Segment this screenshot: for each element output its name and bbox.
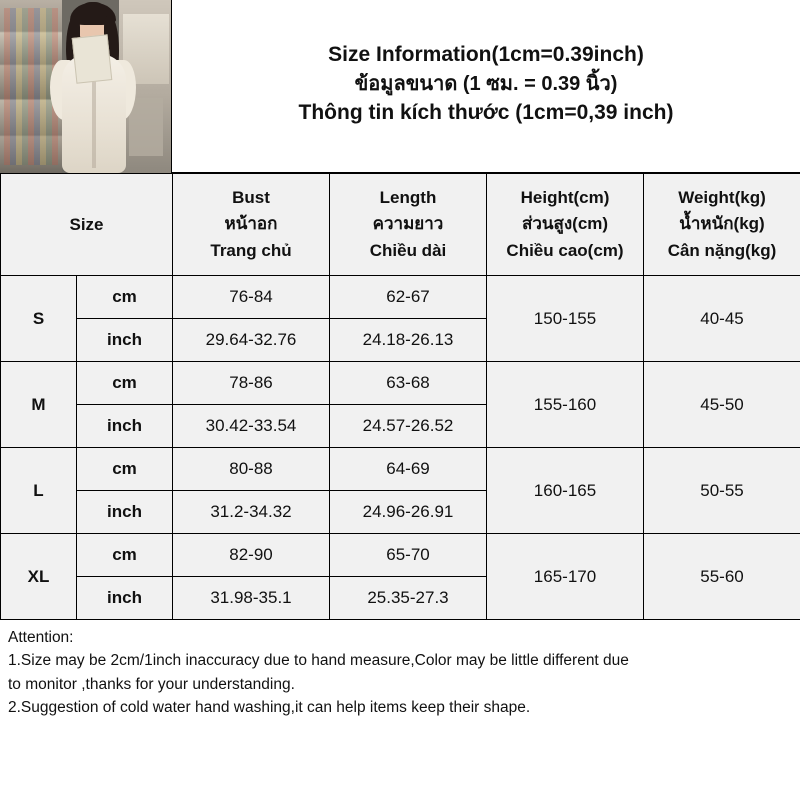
cell-bust-cm: 78-86 xyxy=(173,362,330,405)
cell-height: 155-160 xyxy=(487,362,644,448)
table-row xyxy=(1,362,800,405)
row-unit-inch: inch xyxy=(77,405,173,448)
header-height xyxy=(487,174,644,276)
header-length xyxy=(330,174,487,276)
table-row xyxy=(1,448,800,491)
header-height-th: ส่วนสูง(cm) xyxy=(521,214,609,234)
size-table xyxy=(0,173,800,620)
header-length-en: Length xyxy=(379,187,437,207)
header-size: Size xyxy=(1,174,173,276)
header xyxy=(0,0,800,173)
cell-weight: 50-55 xyxy=(644,448,800,534)
header-bust-th: หน้าอก xyxy=(224,214,278,234)
header-length-vi: Chiều dài xyxy=(369,240,447,260)
table-header-row xyxy=(1,174,800,276)
header-bust xyxy=(173,174,330,276)
attention-line-1: 1.Size may be 2cm/1inch inaccuracy due to hand measure,Color may be little different due xyxy=(8,652,629,670)
title-vietnamese: Thông tin kích thước (1cm=0,39 inch) xyxy=(298,101,674,125)
row-unit-cm: cm xyxy=(77,448,173,491)
model-figure xyxy=(48,0,134,173)
product-photo xyxy=(0,0,172,173)
cell-bust-cm: 80-88 xyxy=(173,448,330,491)
cell-length-cm: 63-68 xyxy=(330,362,487,405)
cell-bust-cm: 76-84 xyxy=(173,276,330,319)
header-length-th: ความยาว xyxy=(372,214,444,234)
row-unit-cm: cm xyxy=(77,276,173,319)
row-unit-cm: cm xyxy=(77,362,173,405)
cell-length-cm: 62-67 xyxy=(330,276,487,319)
header-bust-vi: Trang chủ xyxy=(210,240,292,260)
header-weight-en: Weight(kg) xyxy=(678,187,766,207)
shopping-bag xyxy=(72,34,113,84)
row-size-label: L xyxy=(1,448,77,534)
header-bust-en: Bust xyxy=(232,187,270,207)
cell-length-inch: 24.18-26.13 xyxy=(330,319,487,362)
row-unit-inch: inch xyxy=(77,319,173,362)
cell-length-inch: 24.96-26.91 xyxy=(330,491,487,534)
header-weight xyxy=(644,174,800,276)
row-size-label: M xyxy=(1,362,77,448)
cell-weight: 40-45 xyxy=(644,276,800,362)
attention-line-3: 2.Suggestion of cold water hand washing,it can help items keep their shape. xyxy=(8,698,531,716)
cell-bust-cm: 82-90 xyxy=(173,534,330,577)
cell-height: 160-165 xyxy=(487,448,644,534)
title-thai: ข้อมูลขนาด (1 ซม. = 0.39 นิ้ว) xyxy=(354,72,618,95)
header-height-vi: Chiều cao(cm) xyxy=(506,240,624,260)
cell-bust-inch: 30.42-33.54 xyxy=(173,405,330,448)
attention-block xyxy=(0,620,800,719)
cell-length-cm: 65-70 xyxy=(330,534,487,577)
row-unit-inch: inch xyxy=(77,577,173,620)
title-english: Size Information(1cm=0.39inch) xyxy=(328,42,644,66)
cell-bust-inch: 31.2-34.32 xyxy=(173,491,330,534)
cell-bust-inch: 31.98-35.1 xyxy=(173,577,330,620)
attention-line-2: to monitor ,thanks for your understanding. xyxy=(8,675,295,693)
cell-height: 150-155 xyxy=(487,276,644,362)
header-height-en: Height(cm) xyxy=(520,187,610,207)
attention-title: Attention: xyxy=(8,629,74,646)
row-unit-inch: inch xyxy=(77,491,173,534)
cell-weight: 45-50 xyxy=(644,362,800,448)
cell-length-inch: 25.35-27.3 xyxy=(330,577,487,620)
cell-length-cm: 64-69 xyxy=(330,448,487,491)
row-size-label: S xyxy=(1,276,77,362)
cell-bust-inch: 29.64-32.76 xyxy=(173,319,330,362)
table-row xyxy=(1,276,800,319)
table-row xyxy=(1,534,800,577)
cell-length-inch: 24.57-26.52 xyxy=(330,405,487,448)
row-unit-cm: cm xyxy=(77,534,173,577)
row-size-label: XL xyxy=(1,534,77,620)
header-weight-vi: Cân nặng(kg) xyxy=(667,240,777,260)
cell-weight: 55-60 xyxy=(644,534,800,620)
header-weight-th: น้ำหนัก(kg) xyxy=(679,214,765,234)
title-block xyxy=(171,0,800,172)
cell-height: 165-170 xyxy=(487,534,644,620)
